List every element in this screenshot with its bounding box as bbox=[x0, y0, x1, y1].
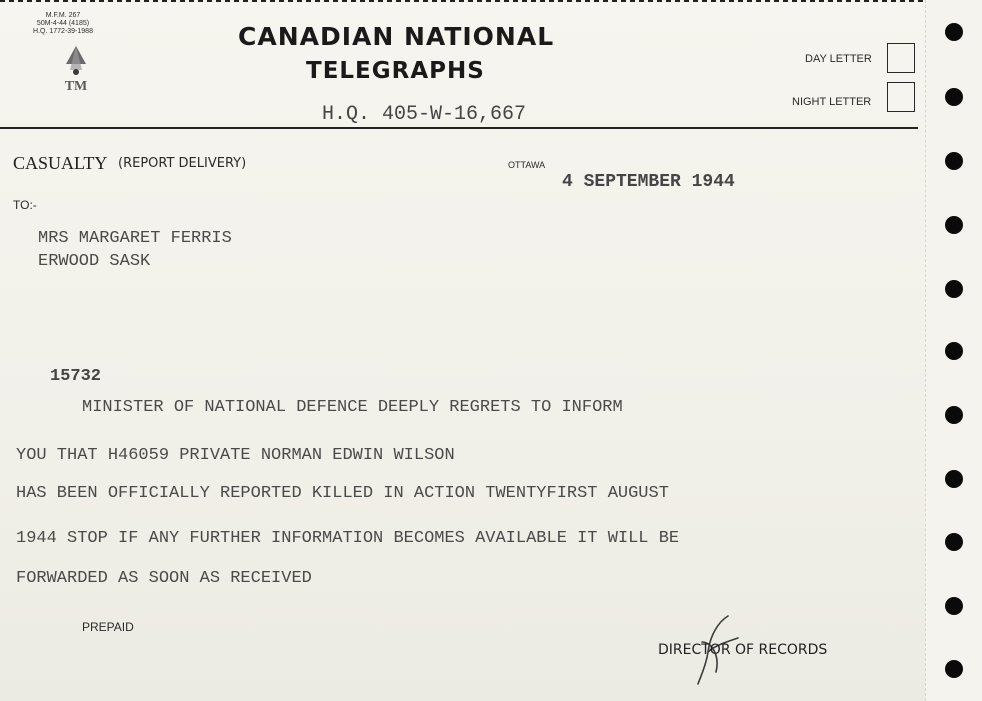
recipient-name: MRS MARGARET FERRIS bbox=[38, 229, 232, 248]
signatory: DIRECTOR OF RECORDS bbox=[658, 642, 828, 658]
company-name: CANADIAN NATIONAL bbox=[238, 22, 555, 51]
header-divider bbox=[0, 127, 918, 129]
message-body-line: FORWARDED AS SOON AS RECEIVED bbox=[16, 569, 312, 588]
sprocket-hole bbox=[945, 533, 963, 551]
telegraph-logo-icon bbox=[56, 44, 96, 96]
form-code bbox=[18, 12, 108, 36]
form-code-line: M.F.M. 267 bbox=[45, 12, 81, 19]
sprocket-hole bbox=[945, 342, 963, 360]
sprocket-hole bbox=[945, 470, 963, 488]
company-division: TELEGRAPHS bbox=[306, 58, 485, 84]
message-body-line: HAS BEEN OFFICIALLY REPORTED KILLED IN ACTION TWENTYFIRST AUGUST bbox=[16, 484, 669, 503]
sprocket-hole bbox=[945, 660, 963, 678]
sprocket-hole bbox=[945, 597, 963, 615]
perforation-edge bbox=[0, 0, 925, 2]
to-label: TO:- bbox=[13, 198, 37, 212]
message-type: CASUALTY bbox=[13, 153, 108, 173]
form-code-line: 50M-4-44 (4185) bbox=[36, 20, 90, 27]
message-date: 4 SEPTEMBER 1944 bbox=[562, 172, 735, 192]
day-letter-checkbox bbox=[887, 43, 915, 73]
form-code-line: H.Q. 1772-39-1988 bbox=[33, 28, 93, 35]
sprocket-hole bbox=[945, 23, 963, 41]
message-body-line: MINISTER OF NATIONAL DEFENCE DEEPLY REGRETS TO INFORM bbox=[82, 398, 623, 417]
night-letter-label: NIGHT LETTER bbox=[792, 96, 872, 108]
night-letter-checkbox bbox=[887, 82, 915, 112]
logo-text: TM bbox=[64, 79, 88, 94]
origin-city: OTTAWA bbox=[508, 160, 546, 170]
sprocket-hole bbox=[945, 280, 963, 298]
sprocket-hole bbox=[945, 152, 963, 170]
message-type-note: (REPORT DELIVERY) bbox=[118, 156, 247, 171]
message-body-line: YOU THAT H46059 PRIVATE NORMAN EDWIN WILSON bbox=[16, 446, 455, 465]
sprocket-hole bbox=[945, 406, 963, 424]
payment-note: PREPAID bbox=[82, 620, 134, 634]
reference-number: H.Q. 405-W-16,667 bbox=[322, 103, 527, 126]
recipient-address: ERWOOD SASK bbox=[38, 252, 151, 271]
message-body-line: 1944 STOP IF ANY FURTHER INFORMATION BECOMES AVAILABLE IT WILL BE bbox=[16, 529, 680, 548]
sprocket-hole bbox=[945, 216, 963, 234]
day-letter-label: DAY LETTER bbox=[805, 53, 872, 65]
message-number: 15732 bbox=[50, 367, 102, 386]
sprocket-hole bbox=[945, 88, 963, 106]
